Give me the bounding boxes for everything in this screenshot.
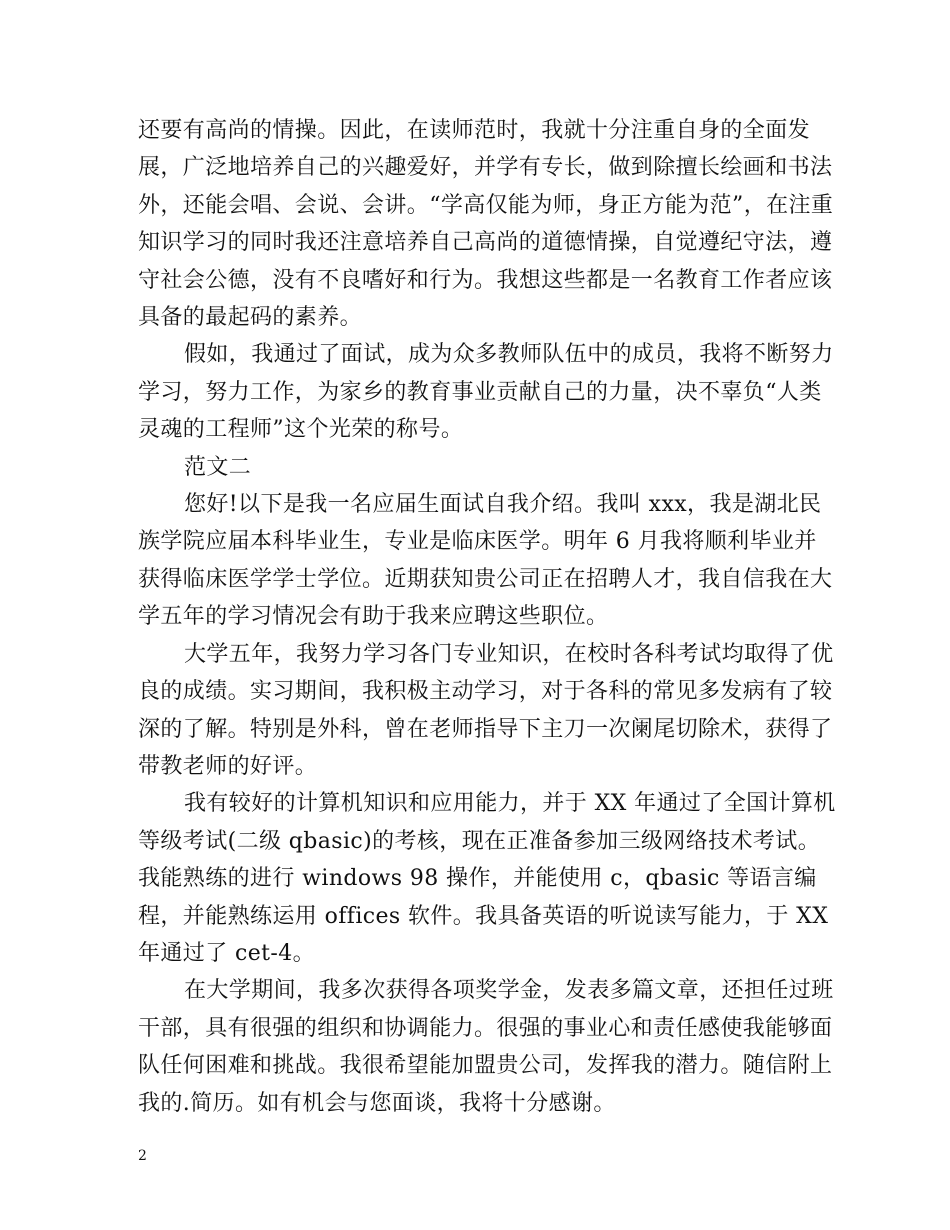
paragraph-self-introduction: 您好!以下是我一名应届生面试自我介绍。我叫 xxx，我是湖北民族学院应届本科毕业生，专业是临床医学。明年 6 月我将顺利毕业并获得临床医学学士学位。近期获知贵公司正在招聘人才，我自信我在大学五年的学习情况会有助于我来应聘这些职位。 [138, 492, 833, 630]
paragraph-computer-skills: 我有较好的计算机知识和应用能力，并于 XX 年通过了全国计算机等级考试(二级 qbasic)的考核，现在正准备参加三级网络技术考试。我能熟练的进行 windows 98 操作，并能使用 c，qbasic 等语言编程，并能熟练运用 offices 软件。我具备英语的听说读写能力，于 XX 年通过了 cet-4。 [138, 791, 836, 966]
paragraph-continued-virtue: 还要有高尚的情操。因此，在读师范时，我就十分注重自身的全面发展，广泛地培养自己的兴趣爱好，并学有专长，做到除擅长绘画和书法外，还能会唱、会说、会讲。“学高仅能为师，身正方能为范”，在注重知识学习的同时我还注意培养自己高尚的道德情操，自觉遵纪守法，遵守社会公德，没有不良嗜好和行为。我想这些都是一名教育工作者应该具备的最起码的素养。 [138, 118, 834, 331]
paragraph-interview-pledge: 假如，我通过了面试，成为众多教师队伍中的成员，我将不断努力学习，努力工作，为家乡的教育事业贡献自己的力量，决不辜负“人类灵魂的工程师”这个光荣的称号。 [138, 342, 834, 443]
paragraph-university-study: 大学五年，我努力学习各门专业知识，在校时各科考试均取得了优良的成绩。实习期间，我积极主动学习，对于各科的常见多发病有了较深的了解。特别是外科，曾在老师指导下主刀一次阑尾切除术，获得了带教老师的好评。 [138, 641, 834, 779]
section-heading-sample-two: 范文二 [184, 454, 252, 480]
page-number: 2 [138, 1148, 147, 1164]
document-body [138, 112, 838, 1122]
paragraph-awards-closing: 在大学期间，我多次获得各项奖学金，发表多篇文章，还担任过班干部，具有很强的组织和协调能力。很强的事业心和责任感使我能够面队任何困难和挑战。我很希望能加盟贵公司，发挥我的潜力。随信附上我的.简历。如有机会与您面谈，我将十分感谢。 [138, 978, 834, 1116]
